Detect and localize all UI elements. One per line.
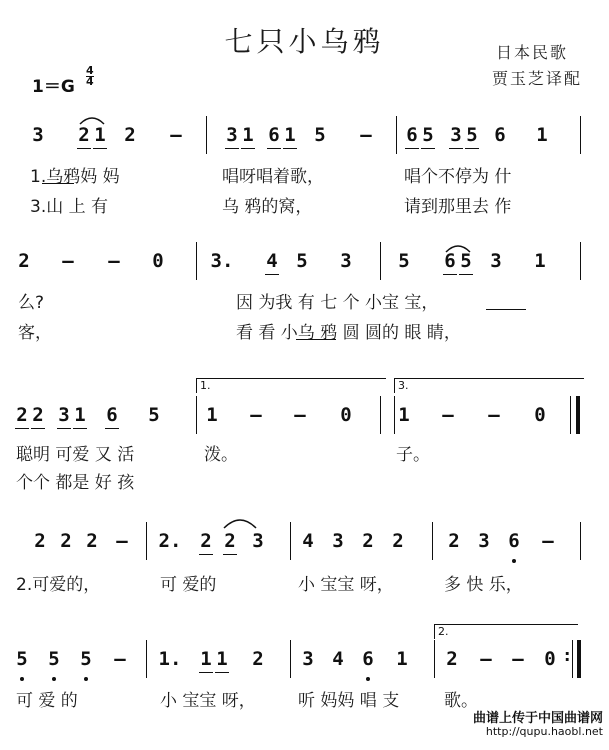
note-dash: – <box>360 124 372 146</box>
note: 5 <box>461 124 483 146</box>
time-signature: 4 4 <box>86 64 94 88</box>
note: 2 <box>11 404 33 426</box>
note: 5 <box>417 124 439 146</box>
lyric-line: 唱呀唱着歌， <box>222 167 324 187</box>
note-dash: – <box>542 530 554 552</box>
note: 3 <box>478 530 490 552</box>
barline <box>290 522 291 560</box>
barline <box>380 242 381 280</box>
note: 5 <box>75 648 97 670</box>
lyric-underline <box>486 309 526 310</box>
note: 2 <box>60 530 72 552</box>
note: 5 <box>314 124 326 146</box>
note: 1 <box>206 404 218 426</box>
repeat-dots: : <box>564 646 571 665</box>
source-watermark <box>473 712 603 738</box>
note: 4 <box>332 648 344 670</box>
note: 5 <box>455 250 477 272</box>
barline <box>290 640 291 678</box>
note: 1 <box>237 124 259 146</box>
watermark-url: http://qupu.haobl.net <box>485 725 603 738</box>
watermark-site-name: 曲谱上传于中国曲谱网 <box>472 711 603 726</box>
barline <box>206 116 207 154</box>
lyric-line: 客， <box>18 323 52 343</box>
note: 3 <box>302 648 314 670</box>
lyric-line: 听 妈妈 唱 支 <box>298 691 400 711</box>
note: 1 <box>89 124 111 146</box>
lyric-line: 小 宝宝 呀， <box>298 575 394 595</box>
note: 1 <box>396 648 408 670</box>
note: 2 <box>448 530 460 552</box>
barline <box>580 522 581 560</box>
barline <box>434 640 435 678</box>
barline <box>196 396 197 434</box>
barline <box>146 640 147 678</box>
lyric-line: 么? <box>18 293 45 313</box>
note: 1 <box>195 648 217 670</box>
note-rest: 0 <box>544 648 556 670</box>
note: 3 <box>445 124 467 146</box>
barline <box>196 242 197 280</box>
barline <box>580 116 581 154</box>
note: 2 <box>392 530 404 552</box>
note: 2 <box>362 530 374 552</box>
note: 3 <box>221 124 243 146</box>
note-dash: – <box>114 648 126 670</box>
final-barline <box>576 396 580 434</box>
note: 2 <box>73 124 95 146</box>
note: 2 <box>18 250 30 272</box>
note-dash: – <box>170 124 182 146</box>
lyric-line: 子。 <box>396 445 430 465</box>
note: 6 <box>439 250 461 272</box>
song-title: 七只小乌鸦 <box>224 25 385 58</box>
barline <box>572 640 573 678</box>
lyric-line: 多 快 乐， <box>444 575 523 595</box>
lyric-line: 歌。 <box>444 691 478 711</box>
note: 2 <box>27 404 49 426</box>
note: 4 <box>261 250 283 272</box>
barline <box>432 522 433 560</box>
barline <box>380 396 381 434</box>
note-dash: – <box>488 404 500 426</box>
note: 1 <box>534 250 546 272</box>
note: 3. <box>210 250 234 272</box>
note: 4 <box>302 530 314 552</box>
lyric-line: 唱个不停为 什 <box>404 167 512 187</box>
note: 2 <box>195 530 217 552</box>
note-dash: – <box>512 648 524 670</box>
barline <box>570 396 571 434</box>
note-dash: – <box>442 404 454 426</box>
volta-bracket: 2. <box>434 624 578 639</box>
lyric-line: 看 看 小乌 鸦 圆 圆的 眼 睛， <box>236 323 461 343</box>
lyric-line: 个个 都是 好 孩 <box>16 473 135 493</box>
note: 3 <box>32 124 44 146</box>
note: 1 <box>211 648 233 670</box>
note: 2. <box>158 530 182 552</box>
lyric-underline <box>296 339 336 340</box>
lyric-line: 泼。 <box>204 445 238 465</box>
note-rest: 0 <box>340 404 352 426</box>
lyric-line: 3.山 上 有 <box>30 197 109 217</box>
note: 3 <box>53 404 75 426</box>
note: 6 <box>357 648 379 670</box>
note: 2 <box>446 648 458 670</box>
note: 6 <box>263 124 285 146</box>
lyric-line: 请到那里去 作 <box>404 197 512 217</box>
note: 1 <box>536 124 548 146</box>
note: 2 <box>86 530 98 552</box>
barline <box>396 116 397 154</box>
lyric-line: 可 爱 的 <box>16 691 78 711</box>
note-dash: – <box>250 404 262 426</box>
note: 2 <box>219 530 241 552</box>
note: 1 <box>279 124 301 146</box>
note: 6 <box>101 404 123 426</box>
lyric-line: 2.可爱的， <box>16 575 101 595</box>
lyric-line: 小 宝宝 呀， <box>160 691 256 711</box>
note: 5 <box>398 250 410 272</box>
note: 3 <box>332 530 344 552</box>
translator-credit: 贾玉芝译配 <box>492 69 583 88</box>
note: 2 <box>34 530 46 552</box>
note: 2 <box>124 124 136 146</box>
volta-bracket: 3. <box>394 378 584 393</box>
lyric-line: 可 爱的 <box>160 575 217 595</box>
note: 5 <box>43 648 65 670</box>
note-dash: – <box>108 250 120 272</box>
barline <box>146 522 147 560</box>
key-signature: 1＝G <box>32 77 75 97</box>
lyric-line: 1.乌鸦妈 妈 <box>30 167 120 187</box>
note-dash: – <box>480 648 492 670</box>
note: 5 <box>296 250 308 272</box>
note: 1. <box>158 648 182 670</box>
note: 3 <box>490 250 502 272</box>
note-rest: 0 <box>152 250 164 272</box>
note: 3 <box>252 530 264 552</box>
lyric-line: 聪明 可爱 又 活 <box>16 445 135 465</box>
note: 3 <box>340 250 352 272</box>
volta-bracket: 1. <box>196 378 386 393</box>
barline <box>580 242 581 280</box>
note-dash: – <box>116 530 128 552</box>
note: 6 <box>503 530 525 552</box>
lyric-line: 乌 鸦的窝， <box>222 197 313 217</box>
note-dash: – <box>62 250 74 272</box>
origin-credit: 日本民歌 <box>496 43 569 62</box>
note: 6 <box>401 124 423 146</box>
note: 5 <box>11 648 33 670</box>
note: 1 <box>398 404 410 426</box>
slur-mark <box>222 516 258 530</box>
note-dash: – <box>294 404 306 426</box>
note: 5 <box>148 404 160 426</box>
note: 2 <box>252 648 264 670</box>
lyric-line: 因 为我 有 七 个 小宝 宝， <box>236 293 439 313</box>
repeat-barline <box>577 640 581 678</box>
lyric-underline <box>42 183 74 184</box>
note: 6 <box>494 124 506 146</box>
note-rest: 0 <box>534 404 546 426</box>
note: 1 <box>69 404 91 426</box>
